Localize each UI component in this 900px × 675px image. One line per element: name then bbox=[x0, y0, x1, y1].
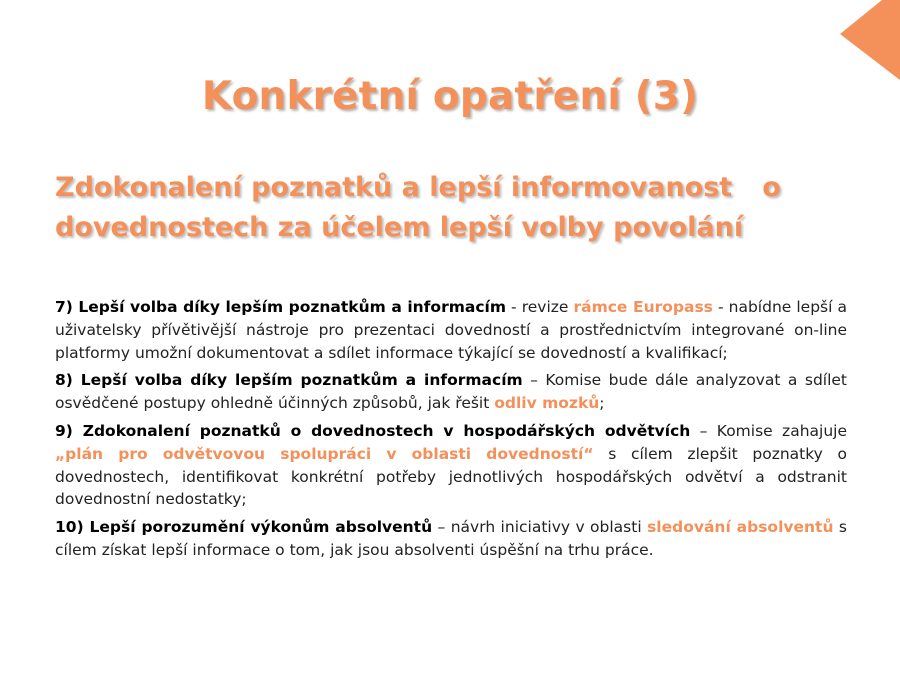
measure-highlight: rámce Europass bbox=[573, 298, 713, 316]
measure-item-10 bbox=[55, 516, 847, 562]
measure-highlight: „plán pro odvětvovou spolupráci v oblasti dovedností“ bbox=[55, 444, 594, 463]
subtitle-line2: dovednostech za účelem lepší volby povolání bbox=[55, 212, 744, 243]
measure-item-7 bbox=[55, 296, 847, 364]
measure-highlight: odliv mozků bbox=[494, 394, 600, 413]
measure-item-8 bbox=[55, 369, 847, 415]
subtitle-part1: Zdokonalení poznatků a lepší informovanost bbox=[55, 172, 733, 203]
measure-heading: 10) Lepší porozumění výkonům absolventů bbox=[55, 518, 433, 537]
subtitle-part2: o bbox=[762, 172, 781, 203]
measure-heading: 7) Lepší volba díky lepším poznatkům a informacím bbox=[55, 298, 506, 316]
corner-accent-triangle bbox=[840, 0, 900, 80]
slide-subtitle bbox=[55, 168, 855, 248]
measure-text: - nabídne lepší a uživatelsky přívětivější nástroje pro prezentaci dovedností a prostřednictvím integrované on-line platformy umožní dokumentovat a sdílet informace týkající se dovedností a kvalifikací; bbox=[55, 298, 847, 362]
measure-text: - revize bbox=[505, 298, 574, 316]
measure-heading: 9) Zdokonalení poznatků o dovednostech v hospodářských odvětvích bbox=[55, 421, 691, 440]
measure-heading: 8) Lepší volba díky lepším poznatkům a informacím bbox=[55, 371, 523, 390]
measures-list bbox=[55, 296, 847, 567]
measure-highlight: sledování absolventů bbox=[647, 518, 834, 537]
measure-text: s cílem získat lepší informace o tom, jak jsou absolventi úspěšní na trhu práce. bbox=[55, 518, 847, 559]
measure-item-9 bbox=[55, 420, 847, 511]
measure-text: s cílem zlepšit poznatky o dovednostech, identifikovat konkrétní potřeby jednotlivých hospodářských odvětví a odstranit dovednostní nedostatky; bbox=[55, 444, 847, 509]
measure-text: – Komise zahajuje bbox=[690, 421, 847, 440]
measure-text: ; bbox=[599, 394, 605, 413]
measure-text: – Komise bude dále analyzovat a sdílet osvědčené postupy ohledně účinných způsobů, jak řešit bbox=[55, 371, 848, 413]
slide-title: Konkrétní opatření (3) bbox=[201, 74, 699, 119]
measure-text: – návrh iniciativy v oblasti bbox=[432, 518, 648, 537]
